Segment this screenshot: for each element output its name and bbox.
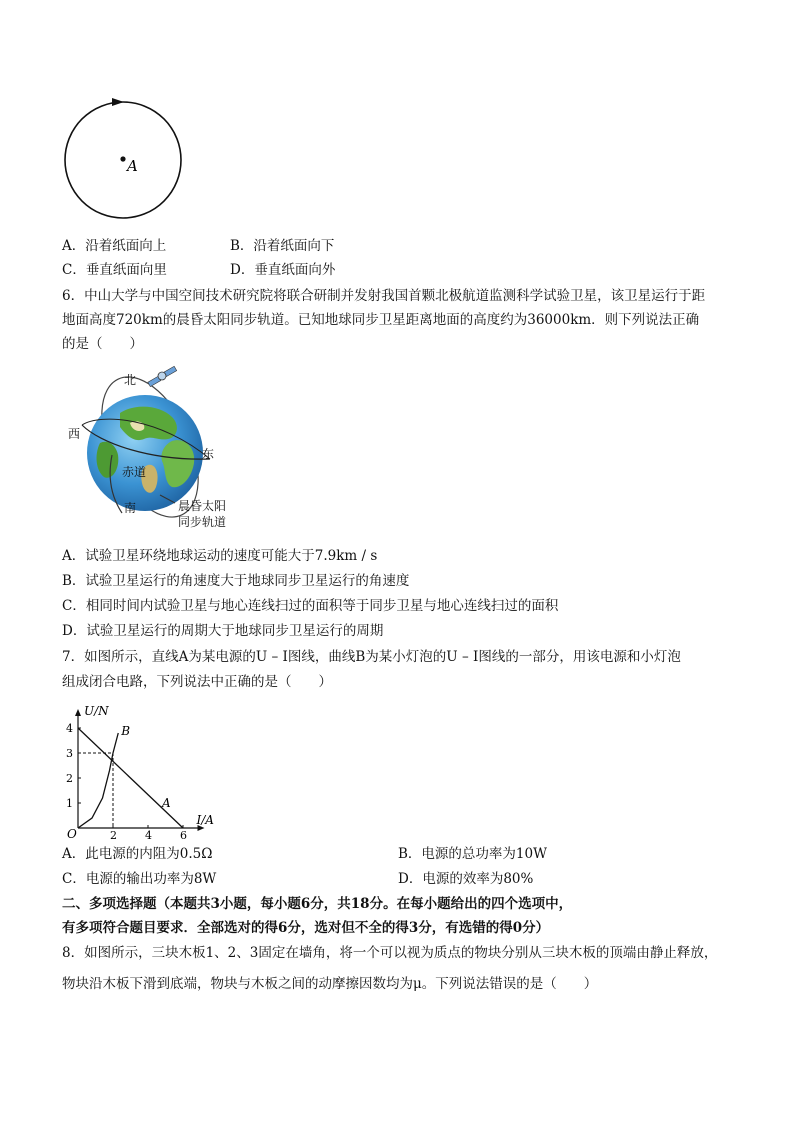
q5-option-d[interactable]: D．垂直纸面向外 bbox=[230, 262, 336, 278]
q6-option-a[interactable]: A．试验卫星环绕地球运动的速度可能大于7.9km / s bbox=[62, 548, 378, 564]
label-east: 东 bbox=[202, 447, 215, 461]
section2-title-line1: 二、多项选择题（本题共3小题，每小题6分，共18分。在每小题给出的四个选项中， bbox=[62, 896, 573, 912]
x-tick-label: 4 bbox=[145, 829, 152, 842]
ui-chart bbox=[58, 694, 214, 842]
center-dot bbox=[120, 156, 125, 161]
series-line-a bbox=[78, 728, 183, 828]
y-tick-label: 3 bbox=[66, 747, 73, 760]
origin-label: O bbox=[67, 827, 77, 841]
label-orbit-1: 晨昏太阳 bbox=[178, 499, 227, 513]
q6-stem-line1: 6．中山大学与中国空间技术研究院将联合研制并发射我国首颗北极航道监测科学试验卫星，该卫星运行于距 bbox=[62, 288, 706, 304]
x-tick-label: 2 bbox=[110, 829, 117, 842]
section2-title-line2: 有多项符合题目要求．全部选对的得6分，选对但不全的得3分，有选错的得0分） bbox=[62, 920, 550, 936]
q7-option-b[interactable]: B．电源的总功率为10W bbox=[398, 846, 547, 862]
y-tick-label: 2 bbox=[66, 772, 73, 785]
x-axis-label: I/A bbox=[196, 813, 214, 827]
y-tick-label: 1 bbox=[66, 797, 73, 810]
point-label-a: A bbox=[127, 157, 138, 175]
q5-option-b[interactable]: B．沿着纸面向下 bbox=[230, 238, 335, 254]
q5-option-c[interactable]: C．垂直纸面向里 bbox=[62, 262, 167, 278]
label-equator: 赤道 bbox=[122, 465, 147, 479]
series-label-b: B bbox=[121, 724, 131, 738]
q6-stem-line2: 地面高度720km的晨昏太阳同步轨道。已知地球同步卫星距离地面的高度约为36000km．则下列说法正确 bbox=[62, 312, 700, 328]
q7-stem-line2: 组成闭合电路，下列说法中正确的是（ ） bbox=[62, 674, 332, 690]
q7-option-c[interactable]: C．电源的输出功率为8W bbox=[62, 871, 217, 887]
q7-option-d[interactable]: D．电源的效率为80% bbox=[398, 871, 534, 887]
satellite-icon bbox=[148, 366, 177, 386]
q6-option-c[interactable]: C．相同时间内试验卫星与地心连线扫过的面积等于同步卫星与地心连线扫过的面积 bbox=[62, 598, 559, 614]
label-south: 南 bbox=[124, 501, 137, 515]
y-tick-label: 4 bbox=[66, 722, 73, 735]
y-axis-label: U/N bbox=[84, 704, 109, 718]
q6-option-b[interactable]: B．试验卫星运行的角速度大于地球同步卫星运行的角速度 bbox=[62, 573, 410, 589]
arrow-head bbox=[112, 98, 124, 106]
q5-option-a[interactable]: A．沿着纸面向上 bbox=[62, 238, 167, 254]
x-tick-label: 6 bbox=[180, 829, 187, 842]
q6-option-d[interactable]: D．试验卫星运行的周期大于地球同步卫星运行的周期 bbox=[62, 623, 384, 639]
series-label-a: A bbox=[162, 795, 171, 810]
y-axis-arrow bbox=[75, 709, 81, 716]
q8-stem-line2: 物块沿木板下滑到底端，物块与木板之间的动摩擦因数均为μ。下列说法错误的是（ ） bbox=[62, 976, 598, 992]
label-north: 北 bbox=[124, 373, 137, 387]
label-orbit-2: 同步轨道 bbox=[178, 515, 227, 529]
q7-stem-line1: 7．如图所示，直线A为某电源的U – I图线，曲线B为某小灯泡的U – I图线的一部分，用该电源和小灯泡 bbox=[62, 649, 681, 665]
q6-stem-line3: 的是（ ） bbox=[62, 336, 143, 352]
earth-figure bbox=[60, 365, 250, 535]
circle-figure bbox=[58, 95, 188, 220]
q7-option-a[interactable]: A．此电源的内阻为0.5Ω bbox=[62, 846, 213, 862]
q8-stem-line1: 8．如图所示，三块木板1、2、3固定在墙角，将一个可以视为质点的物块分别从三块木板的顶端由静止释放， bbox=[62, 945, 718, 961]
label-west: 西 bbox=[68, 427, 81, 441]
